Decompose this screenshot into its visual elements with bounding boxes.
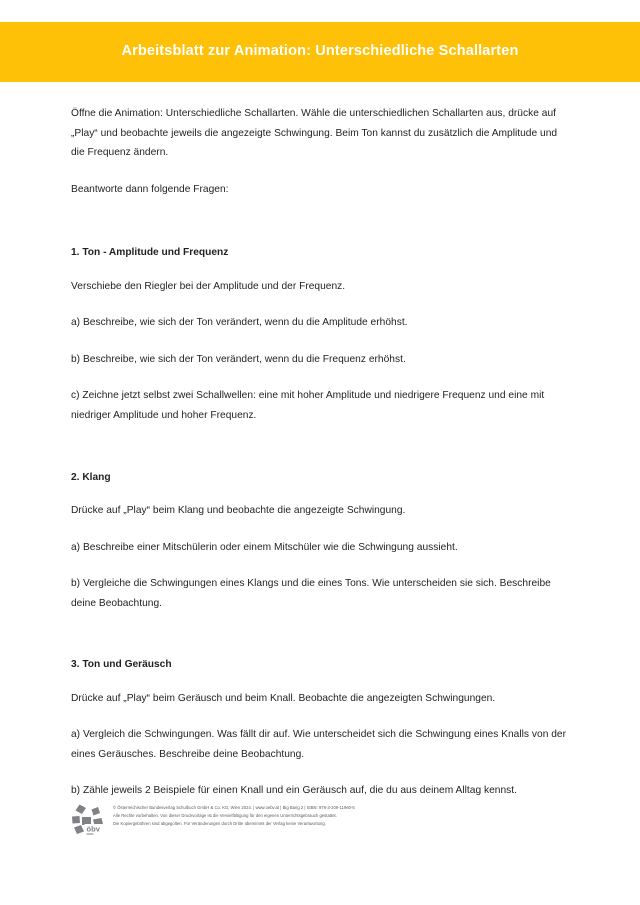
intro-paragraph-2: Beantworte dann folgende Fragen: <box>71 183 229 195</box>
footer-line-1: © Österreichischer Bundesverlag Schulbuch GmbH & Co. KG, Wien 2024. | www.oebv.at | Big Bang 2 | ISBN: 978-3-209-11960-5 <box>113 805 355 810</box>
section-2-task-b: b) Vergleiche die Schwingungen eines Klangs und die eines Tons. Wie unterscheiden sie sich. Beschreibe deine Beobachtung. <box>71 578 551 609</box>
section-1-intro: Verschiebe den Riegler bei der Amplitude und der Frequenz. <box>71 280 346 292</box>
section-2-task-a: a) Beschreibe einer Mitschülerin oder einem Mitschüler wie die Schwingung aussieht. <box>71 541 458 553</box>
page-footer <box>71 800 571 841</box>
section-3-task-a: a) Vergleich die Schwingungen. Was fällt dir auf. Wie unterscheidet sich die Schwingung eines Knalls von der eines Geräusches. Beschreibe deine Beobachtung. <box>71 729 567 760</box>
section-3-intro: Drücke auf „Play“ beim Geräusch und beim Knall. Beobachte die angezeigten Schwingungen. <box>71 692 496 704</box>
section-spacer <box>71 441 571 468</box>
footer-line-2: Alle Rechte vorbehalten. Von dieser Druckvorlage ist die Vervielfältigung für den eigenen Unterrichtsgebrauch gestattet. <box>113 813 337 819</box>
oebv-star-icon <box>71 803 105 841</box>
section-1-task-a: a) Beschreibe, wie sich der Ton verändert, wenn du die Amplitude erhöhst. <box>71 317 408 329</box>
intro-paragraph-1: Öffne die Animation: Unterschiedliche Schallarten. Wähle die unterschiedlichen Schallarten aus, drücke auf „Play“ und beobachte jeweils die angezeigte Schwingung. Beim Ton kannst du zusätzlich die Amplitude und die Frequenz ändern. <box>71 108 558 159</box>
worksheet-body <box>71 104 571 818</box>
section-3-task-b: b) Zähle jeweils 2 Beispiele für einen Knall und ein Geräusch auf, die du aus deinem Alltag kennst. <box>71 785 517 797</box>
section-2-heading: 2. Klang <box>71 471 111 483</box>
oebv-logo-text: öbv <box>86 824 100 834</box>
oebv-logo <box>71 803 105 841</box>
section-spacer <box>71 216 571 243</box>
section-spacer <box>71 628 571 655</box>
section-1-task-b: b) Beschreibe, wie sich der Ton verändert, wenn du die Frequenz erhöhst. <box>71 353 406 365</box>
footer-line-3: Die Kopiergebühren sind abgegolten. Für Veränderungen durch Dritte übernimmt der Verlag keine Verantwortung. <box>113 821 326 827</box>
header-banner <box>0 22 640 82</box>
section-1-heading: 1. Ton - Amplitude und Frequenz <box>71 247 229 259</box>
footer-copyright <box>113 800 355 828</box>
page-title: Arbeitsblatt zur Animation: Unterschiedliche Schallarten <box>121 43 519 60</box>
section-1-task-c: c) Zeichne jetzt selbst zwei Schallwellen: eine mit hoher Amplitude und niedrigere Frequenz und eine mit niedriger Amplitude und hoher Frequenz. <box>71 390 545 421</box>
section-2-intro: Drücke auf „Play“ beim Klang und beobachte die angezeigte Schwingung. <box>71 504 406 516</box>
section-3-heading: 3. Ton und Geräusch <box>71 659 172 671</box>
